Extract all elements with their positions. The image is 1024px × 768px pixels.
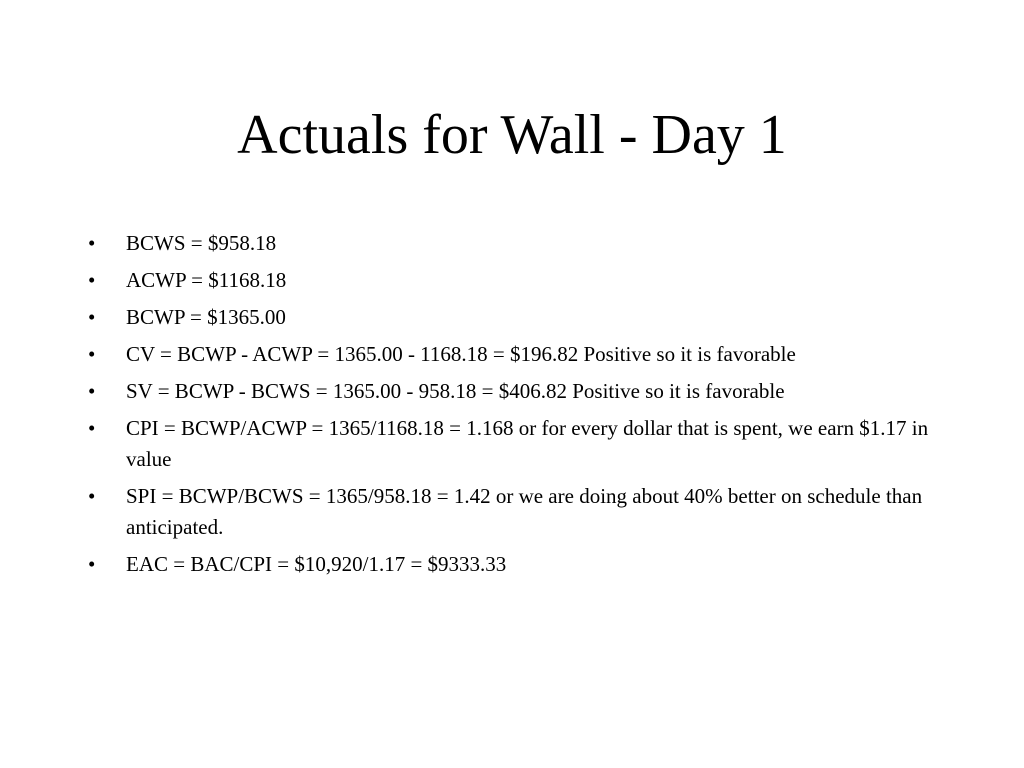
bullet-text: SV = BCWP - BCWS = 1365.00 - 958.18 = $406.82 Positive so it is favorable	[126, 379, 785, 403]
bullet-item-cv	[88, 339, 948, 370]
bullet-text: CPI = BCWP/ACWP = 1365/1168.18 = 1.168 or for every dollar that is spent, we earn $1.17 in value	[126, 416, 929, 471]
bullet-icon: •	[88, 552, 96, 576]
bullet-item-spi	[88, 481, 948, 543]
bullet-list	[88, 228, 948, 586]
bullet-icon: •	[88, 416, 96, 440]
bullet-item-bcwp	[88, 302, 948, 333]
bullet-icon: •	[88, 268, 96, 292]
bullet-item-bcws	[88, 228, 948, 259]
bullet-text: CV = BCWP - ACWP = 1365.00 - 1168.18 = $196.82 Positive so it is favorable	[126, 342, 796, 366]
bullet-text: SPI = BCWP/BCWS = 1365/958.18 = 1.42 or we are doing about 40% better on schedule than anticipated.	[126, 484, 923, 539]
bullet-icon: •	[88, 231, 96, 255]
bullet-item-eac	[88, 549, 948, 580]
bullet-text: BCWS = $958.18	[126, 231, 277, 255]
bullet-item-sv	[88, 376, 948, 407]
bullet-item-acwp	[88, 265, 948, 296]
bullet-text: ACWP = $1168.18	[126, 268, 287, 292]
bullet-icon: •	[88, 379, 96, 403]
slide-title: Actuals for Wall - Day 1	[237, 104, 787, 166]
bullet-text: BCWP = $1365.00	[126, 305, 286, 329]
bullet-icon: •	[88, 342, 96, 366]
bullet-icon: •	[88, 305, 96, 329]
bullet-icon: •	[88, 484, 96, 508]
bullet-text: EAC = BAC/CPI = $10,920/1.17 = $9333.33	[126, 552, 507, 576]
bullet-item-cpi	[88, 413, 948, 475]
